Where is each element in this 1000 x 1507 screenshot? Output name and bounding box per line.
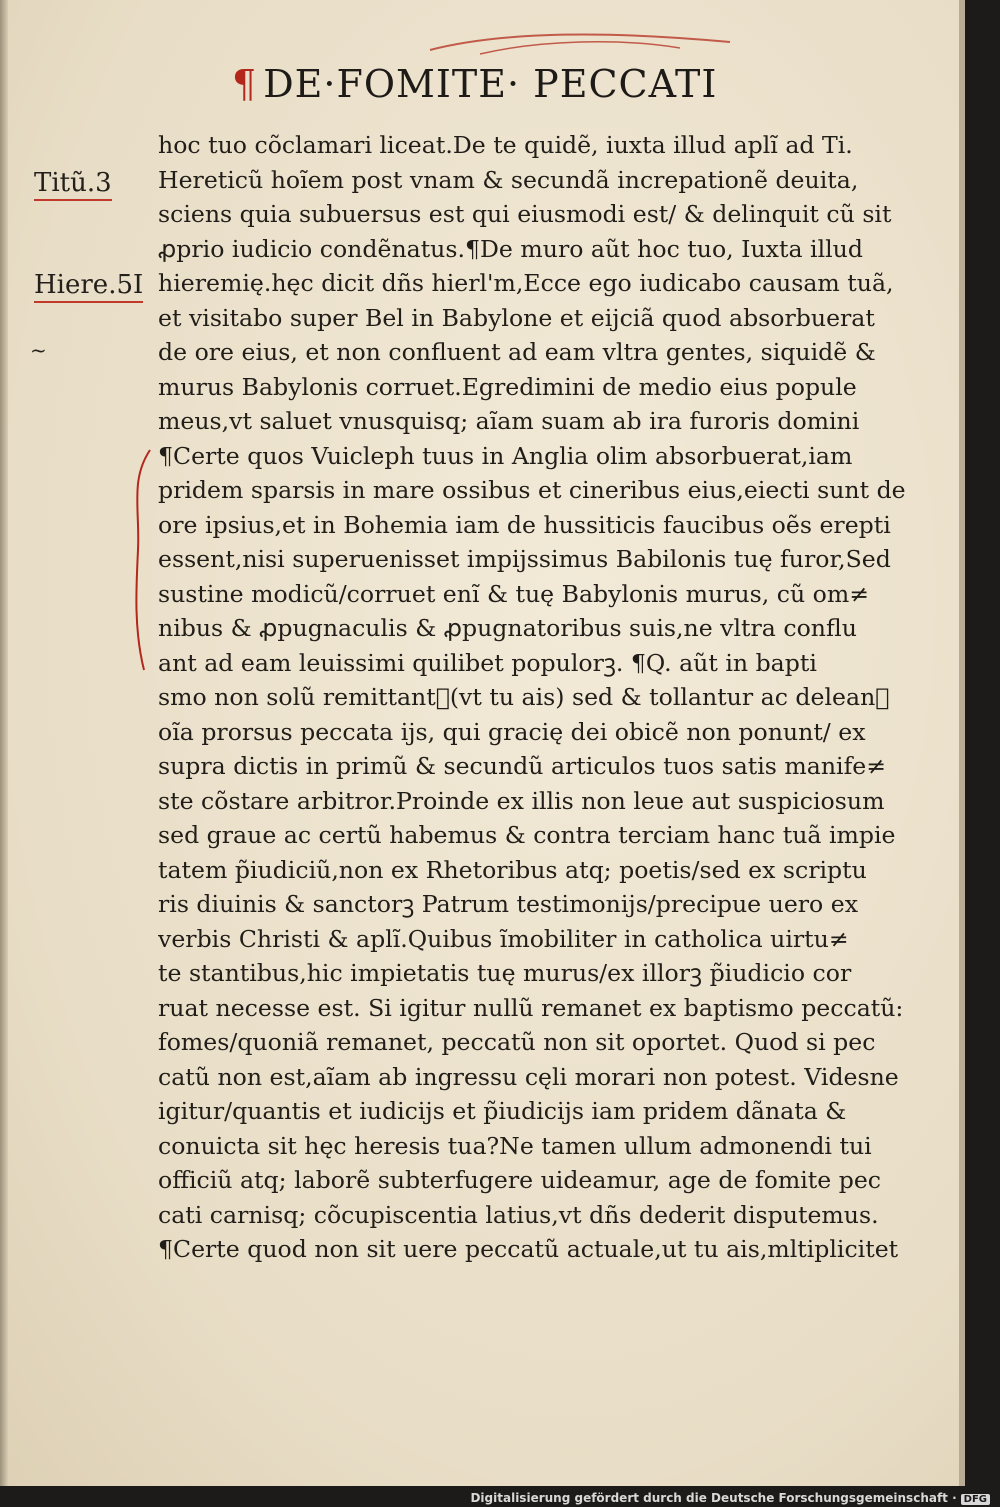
text-line: et visitabo super Bel in Babylone et eijciã quod absorbuerat — [158, 303, 875, 332]
rubric-pilcrow: ¶ — [232, 62, 258, 106]
text-line: catũ non est,aĩam ab ingressu cęli morari non potest. Videsne — [158, 1062, 899, 1091]
text-line: Hereticũ hoĩem post vnam & secundã increpationẽ deuita, — [158, 165, 859, 194]
text-line: sustine modicũ/corruet enĩ & tuę Babylonis murus, cũ om≠ — [158, 579, 869, 608]
margin-mark: ~ — [30, 338, 47, 362]
margin-note-titus: Titũ.3 — [34, 168, 112, 201]
running-head-title: DE·FOMITE· PECCATI — [263, 62, 718, 106]
dfg-logo: DFG — [961, 1494, 990, 1505]
text-line: ꝓprio iudicio condẽnatus.¶De muro aũt hoc tuo, Iuxta illud — [158, 234, 863, 263]
text-line: meus,vt saluet vnusquisq; aĩam suam ab ira furoris domini — [158, 407, 860, 435]
text-line: igitur/quantis et iudicijs et p̃iudicijs iam pridem dãnata & — [158, 1097, 847, 1125]
text-line: conuicta sit hęc heresis tua?Ne tamen ullum admonendi tui — [158, 1131, 872, 1160]
text-line: murus Babylonis corruet.Egredimini de medio eius popule — [158, 372, 857, 401]
text-line: officiũ atq; laborẽ subterfugere uideamur, age de fomite pec — [158, 1166, 881, 1194]
marginal-bracket — [120, 440, 160, 680]
red-flourish-mark — [420, 28, 740, 58]
text-line: cati carnisq; cõcupiscentia latius,vt dñs dederit disputemus. — [158, 1200, 879, 1229]
text-line: verbis Christi & aplĩ.Quibus ĩmobiliter in catholica uirtu≠ — [158, 924, 849, 953]
text-line: ste cõstare arbitror.Proinde ex illis non leue aut suspiciosum — [158, 786, 885, 815]
page-gutter — [0, 0, 8, 1486]
text-line: ¶Certe quos Vuicleph tuus in Anglia olim absorbuerat,iam — [158, 441, 853, 470]
digitization-credit — [470, 1491, 990, 1505]
text-line: ris diuinis & sanctorꝫ Patrum testimonijs/precipue uero ex — [158, 890, 859, 918]
text-block — [158, 128, 948, 1267]
text-line: ruat necesse est. Si igitur nullũ remanet ex baptismo peccatũ: — [158, 993, 904, 1022]
text-line: de ore eius, et non confluent ad eam vltra gentes, siquidẽ & — [158, 338, 876, 366]
text-line: sciens quia subuersus est qui eiusmodi est/ & delinquit cũ sit — [158, 200, 892, 228]
text-line: hoc tuo cõclamari liceat.De te quidẽ, iuxta illud aplĩ ad Ti. — [158, 131, 853, 159]
text-line: tatem p̃iudiciũ,non ex Rhetoribus atq; poetis/sed ex scriptu — [158, 855, 867, 884]
text-line: essent,nisi superuenisset impijssimus Babilonis tuę furor,Sed — [158, 545, 891, 573]
margin-note-hieremias: Hiere.5I — [34, 270, 143, 303]
text-line: pridem sparsis in mare ossibus et cineribus eius,eiecti sunt de — [158, 476, 906, 504]
text-line: oĩa prorsus peccata ijs, qui gracię dei obicẽ non ponunt/ ex — [158, 717, 866, 746]
text-line: fomes/quoniã remanet, peccatũ non sit oportet. Quod si pec — [158, 1028, 876, 1056]
text-line: hieremię.hęc dicit dñs hierl'm,Ecce ego iudicabo causam tuã, — [158, 269, 894, 297]
text-line: te stantibus,hic impietatis tuę murus/ex illorꝫ p̃iudicio cor — [158, 959, 852, 987]
text-line: smo non solũ remittantᷓ(vt tu ais) sed & tollantur ac deleanᷓ — [158, 683, 890, 711]
credit-text: Digitalisierung gefördert durch die Deutsche Forschungsgemeinschaft · — [470, 1491, 957, 1505]
text-line: ore ipsius,et in Bohemia iam de hussiticis faucibus oẽs erepti — [158, 510, 891, 539]
text-line: supra dictis in primũ & secundũ articulos tuos satis manife≠ — [158, 752, 887, 780]
running-head — [232, 62, 717, 106]
text-line: nibus & ꝓpugnaculis & ꝓpugnatoribus suis,ne vltra conflu — [158, 614, 857, 642]
text-line: ¶Certe quod non sit uere peccatũ actuale,ut tu ais,mltiplicitet — [158, 1235, 899, 1263]
text-line: ant ad eam leuissimi quilibet populorꝫ. ¶Q. aũt in bapti — [158, 648, 817, 677]
text-line: sed graue ac certũ habemus & contra terciam hanc tuã impie — [158, 821, 896, 849]
